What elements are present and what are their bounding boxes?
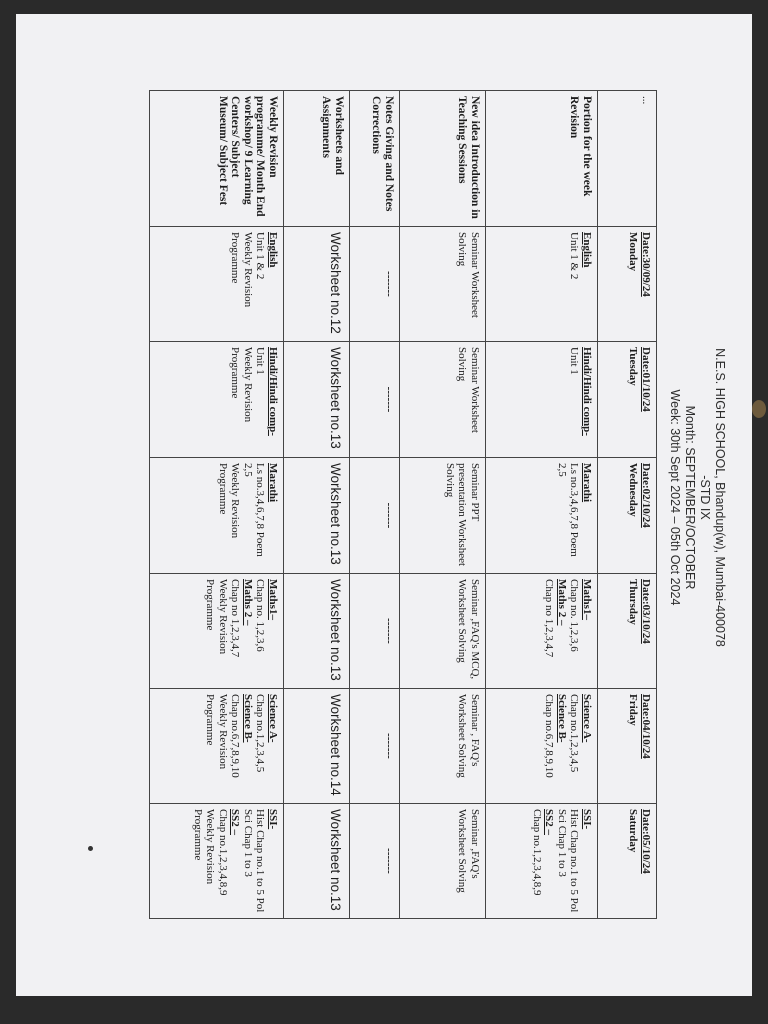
worksheets-row bbox=[284, 91, 350, 919]
table-cell: Maths1– Chap no. 1,2,3,6 Maths 2 – Chap no 1,2,3,4,7 Weekly Revision Programme bbox=[150, 574, 284, 689]
rotated-content bbox=[95, 25, 735, 970]
day-header: Date:05/10/24 Saturday bbox=[598, 804, 657, 919]
row-label: New idea Introduction in Teaching Sessions bbox=[400, 91, 486, 227]
day-header: Date:30/09/24 Monday bbox=[598, 227, 657, 342]
month-label: Month: SEPTEMBER/OCTOBER bbox=[683, 405, 697, 590]
row-label: Worksheets and Assignments bbox=[284, 91, 350, 227]
row-label: Portion for the week Revision bbox=[486, 91, 598, 227]
table-cell: Worksheet no.13 bbox=[284, 804, 350, 919]
table-cell: Science A- Chap no.1,2,3,4,5 Science B- Chap no.6,7,8,9,10 bbox=[486, 689, 598, 804]
table-cell: SSI- Hist Chap no.1 to 5 Pol Sci Chap 1 to 3 SS2 – Chap no.1,2,3,4,8,9 bbox=[486, 804, 598, 919]
notes-row bbox=[350, 91, 400, 919]
table-cell: Worksheet no.13 bbox=[284, 342, 350, 458]
table-cell: Hindi/Hindi comp- Unit 1 Weekly Revision Programme bbox=[150, 342, 284, 458]
table-cell: ------- bbox=[350, 342, 400, 458]
table-cell: Seminar ,FAQ's Worksheet Solving bbox=[400, 804, 486, 919]
table-cell: Seminar , FAQ's Worksheet Solving bbox=[400, 689, 486, 804]
day-header: Date:01/10/24 Tuesday bbox=[598, 342, 657, 458]
punch-hole bbox=[752, 400, 766, 418]
timetable bbox=[149, 90, 657, 919]
table-cell: Maths1– Chap no. 1,2,3,6 Maths 2 – Chap no 1,2,3,4,7 bbox=[486, 574, 598, 689]
table-cell: SSI- Hist Chap no.1 to 5 Pol Sci Chap 1 to 3 SS2 – Chap no.1,2,3,4,8,9 Weekly Revision Programme bbox=[150, 804, 284, 919]
table-cell: Worksheet no.13 bbox=[284, 458, 350, 574]
header-row bbox=[598, 91, 657, 919]
table-cell: Science A- Chap no.1,2,3,4,5 Science B- Chap no.6,7,8,9,10 Weekly Revision Programme bbox=[150, 689, 284, 804]
row-label: Notes Giving and Notes Corrections bbox=[350, 91, 400, 227]
table-cell: Hindi/Hindi comp- Unit 1 bbox=[486, 342, 598, 458]
corner-cell: ... bbox=[598, 91, 657, 227]
table-cell: Marathi Ls no.3,4,6,7,8 Poem 2,5 bbox=[486, 458, 598, 574]
table-cell: ------- bbox=[350, 689, 400, 804]
table-cell: ------- bbox=[350, 804, 400, 919]
table-cell: Marathi Ls no.3,4,6,7,8 Poem 2,5 Weekly Revision Programme bbox=[150, 458, 284, 574]
revision-row bbox=[150, 91, 284, 919]
ideas-row bbox=[400, 91, 486, 919]
day-header: Date:02/10/24 Wednesday bbox=[598, 458, 657, 574]
table-cell: ------- bbox=[350, 227, 400, 342]
standard-label: -STD IX bbox=[698, 475, 712, 520]
document-header bbox=[667, 25, 727, 970]
table-cell: English Unit 1 & 2 bbox=[486, 227, 598, 342]
school-name: N.E.S. HIGH SCHOOL, Bhandup(w), Mumbai-400078 bbox=[713, 348, 727, 647]
row-label: Weekly Revision programme/ Month End workshop/ 9 Learning Centers/ Subject Museum/ Subject Fest bbox=[150, 91, 284, 227]
table-cell: English Unit 1 & 2 Weekly Revision Programme bbox=[150, 227, 284, 342]
table-cell: Seminar ,FAQ's MCQ, Worksheet Solving bbox=[400, 574, 486, 689]
week-label: Week: 30th Sept 2024 – 05th Oct 2024 bbox=[668, 389, 682, 606]
table-cell: Worksheet no.14 bbox=[284, 689, 350, 804]
day-header: Date:04/10/24 Friday bbox=[598, 689, 657, 804]
ink-speck bbox=[88, 846, 93, 851]
day-header: Date:03/10/24 Thursday bbox=[598, 574, 657, 689]
table-cell: ------- bbox=[350, 458, 400, 574]
table-cell: Worksheet no.13 bbox=[284, 574, 350, 689]
table-cell: ------- bbox=[350, 574, 400, 689]
table-cell: Worksheet no.12 bbox=[284, 227, 350, 342]
portion-row bbox=[486, 91, 598, 919]
table-cell: Seminar PPT presentation Worksheet Solving bbox=[400, 458, 486, 574]
table-cell: Seminar Worksheet Solving bbox=[400, 227, 486, 342]
table-cell: Seminar Worksheet Solving bbox=[400, 342, 486, 458]
